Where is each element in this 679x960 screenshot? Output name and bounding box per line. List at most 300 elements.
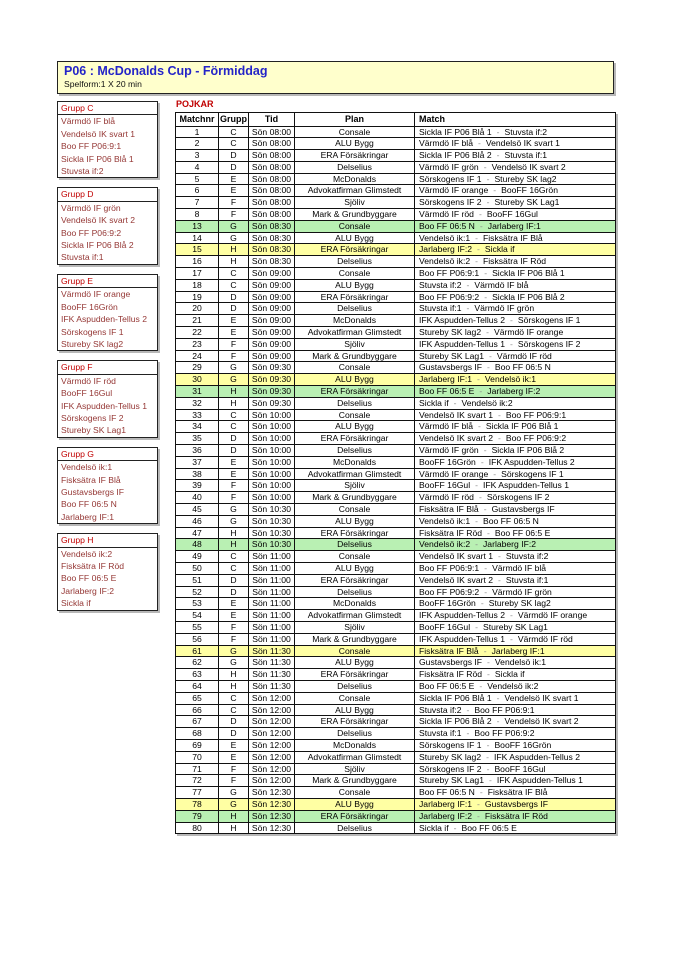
cell-plan: Delselius (295, 161, 415, 173)
cell-tid: Sön 10:30 (249, 539, 295, 551)
cell-plan: Consale (295, 551, 415, 563)
table-row (176, 692, 616, 704)
table-row (176, 421, 616, 433)
cell-plan: ALU Bygg (295, 798, 415, 810)
cell-tid: Sön 08:30 (249, 232, 295, 244)
cell-matchnr: 80 (176, 822, 219, 834)
table-row (176, 539, 616, 551)
cell-match (415, 610, 616, 622)
cell-plan: Mark & Grundbyggare (295, 775, 415, 787)
home-team: IFK Aspudden-Tellus 2 (419, 315, 505, 326)
cell-tid: Sön 10:00 (249, 468, 295, 480)
away-team: IFK Aspudden-Tellus 2 (488, 456, 575, 467)
cell-tid: Sön 12:00 (249, 728, 295, 740)
away-team: Fisksätra IF Röd (483, 256, 547, 267)
group-title: Grupp F (58, 361, 157, 374)
cell-tid: Sön 11:00 (249, 574, 295, 586)
groups-column (57, 101, 158, 620)
away-team: Sickla IF P06 Blå 2 (491, 445, 565, 456)
cell-plan: ERA Försäkringar (295, 716, 415, 728)
home-team: Vendelsö IK svart 1 (419, 551, 494, 562)
cell-match (415, 362, 616, 374)
home-team: IFK Aspudden-Tellus 2 (419, 610, 505, 621)
away-team: Vendelsö ik:2 (461, 397, 513, 408)
table-row (176, 256, 616, 268)
away-team: Boo FF P06:9:2 (474, 728, 535, 739)
table-row (176, 456, 616, 468)
table-row (176, 504, 616, 516)
cell-tid: Sön 09:00 (249, 350, 295, 362)
cell-match (415, 751, 616, 763)
cell-tid: Sön 10:00 (249, 492, 295, 504)
table-row (176, 645, 616, 657)
cell-plan: Delselius (295, 397, 415, 409)
cell-tid: Sön 11:00 (249, 621, 295, 633)
table-row (176, 787, 616, 799)
cell-plan: ERA Försäkringar (295, 244, 415, 256)
dash-separator: - (486, 739, 490, 750)
cell-grupp: G (219, 362, 249, 374)
cell-matchnr: 1 (176, 126, 219, 138)
cell-matchnr: 46 (176, 515, 219, 527)
away-team: Sickla if (484, 244, 515, 255)
cell-plan: ALU Bygg (295, 704, 415, 716)
cell-grupp: H (219, 397, 249, 409)
home-team: Stuvsta if:2 (419, 704, 462, 715)
home-team: Vendelsö IK svart 2 (419, 433, 494, 444)
dash-separator: - (496, 126, 500, 137)
dash-separator: - (453, 397, 457, 408)
table-row (176, 303, 616, 315)
cell-matchnr: 13 (176, 220, 219, 232)
cell-tid: Sön 08:00 (249, 161, 295, 173)
table-row (176, 669, 616, 681)
away-team: IFK Aspudden-Tellus 1 (482, 480, 569, 491)
home-team: Jarlaberg IF:1 (419, 798, 473, 809)
table-row (176, 480, 616, 492)
cell-matchnr: 3 (176, 150, 219, 162)
cell-matchnr: 33 (176, 409, 219, 421)
dash-separator: - (498, 574, 501, 585)
table-row (176, 268, 616, 280)
cell-plan: ERA Försäkringar (295, 527, 415, 539)
cell-grupp: H (219, 539, 249, 551)
cell-grupp: H (219, 669, 249, 681)
dash-separator: - (477, 810, 480, 821)
table-row (176, 716, 616, 728)
cell-matchnr: 79 (176, 810, 219, 822)
cell-tid: Sön 09:00 (249, 327, 295, 339)
cell-plan: Delselius (295, 586, 415, 598)
cell-matchnr: 68 (176, 728, 219, 740)
cell-match (415, 787, 616, 799)
cell-tid: Sön 11:00 (249, 610, 295, 622)
home-team: Boo FF P06:9:2 (419, 291, 480, 302)
cell-plan: ERA Försäkringar (295, 810, 415, 822)
away-team: Sickla IF P06 Blå 1 (485, 421, 559, 432)
cell-plan: Delselius (295, 822, 415, 834)
cell-grupp: D (219, 728, 249, 740)
cell-plan: Consale (295, 504, 415, 516)
cell-plan: ALU Bygg (295, 515, 415, 527)
table-row (176, 492, 616, 504)
away-team: Boo FF P06:9:2 (505, 433, 567, 444)
cell-match (415, 810, 616, 822)
cell-tid: Sön 09:00 (249, 279, 295, 291)
dash-separator: - (483, 445, 487, 456)
dash-separator: - (477, 138, 481, 149)
dash-separator: - (480, 598, 484, 609)
group-team-item: Sörskogens IF 2 (61, 412, 124, 423)
cell-tid: Sön 08:30 (249, 244, 295, 256)
cell-matchnr: 32 (176, 397, 219, 409)
cell-matchnr: 56 (176, 633, 219, 645)
cell-grupp: F (219, 338, 249, 350)
away-team: IFK Aspudden-Tellus 1 (496, 775, 583, 786)
away-team: Boo FF P06:9:1 (505, 409, 567, 420)
cell-tid: Sön 09:00 (249, 268, 295, 280)
cell-match (415, 126, 616, 138)
cell-matchnr: 53 (176, 598, 219, 610)
away-team: Vendelsö IK svart 2 (504, 716, 579, 727)
cell-plan: ERA Försäkringar (295, 669, 415, 681)
table-row (176, 527, 616, 539)
cell-grupp: C (219, 551, 249, 563)
home-team: Värmdö IF blå (419, 138, 473, 149)
cell-matchnr: 77 (176, 787, 219, 799)
cell-plan: ALU Bygg (295, 374, 415, 386)
cell-match (415, 350, 616, 362)
cell-grupp: G (219, 374, 249, 386)
cell-grupp: F (219, 633, 249, 645)
cell-match (415, 397, 616, 409)
cell-match (415, 421, 616, 433)
cell-tid: Sön 08:30 (249, 256, 295, 268)
away-team: Stuvsta if:2 (504, 126, 547, 137)
cell-match (415, 775, 616, 787)
cell-grupp: D (219, 586, 249, 598)
home-team: Boo FF P06:9:1 (419, 562, 480, 573)
cell-plan: Consale (295, 126, 415, 138)
cell-plan: Mark & Grundbyggare (295, 633, 415, 645)
group-team-item: Stuvsta if:1 (61, 252, 104, 263)
cell-grupp: D (219, 445, 249, 457)
group-box (57, 274, 158, 351)
home-team: Stureby SK lag2 (419, 327, 482, 338)
cell-plan: Consale (295, 268, 415, 280)
dash-separator: - (488, 775, 492, 786)
cell-plan: Advokatfirman Glimstedt (295, 185, 415, 197)
cell-grupp: D (219, 161, 249, 173)
cell-match (415, 185, 616, 197)
cell-matchnr: 51 (176, 574, 219, 586)
dash-separator: - (475, 232, 478, 243)
cell-tid: Sön 08:30 (249, 220, 295, 232)
cell-matchnr: 16 (176, 256, 219, 268)
cell-grupp: E (219, 315, 249, 327)
away-team: Sickla IF P06 Blå 2 (492, 291, 565, 302)
table-row (176, 173, 616, 185)
away-team: BooFF 16Gul (494, 763, 546, 774)
column-header-plan: Plan (295, 113, 415, 127)
cell-grupp: G (219, 787, 249, 799)
away-team: Boo FF 06:5 N (494, 362, 551, 373)
cell-match (415, 669, 616, 681)
cell-tid: Sön 09:30 (249, 397, 295, 409)
dash-separator: - (479, 787, 483, 798)
cell-matchnr: 23 (176, 338, 219, 350)
cell-grupp: C (219, 409, 249, 421)
table-row (176, 327, 616, 339)
home-team: Värmdö IF orange (419, 468, 489, 479)
cell-tid: Sön 09:30 (249, 386, 295, 398)
cell-matchnr: 45 (176, 504, 219, 516)
cell-tid: Sön 12:30 (249, 822, 295, 834)
dash-separator: - (498, 551, 501, 562)
dash-separator: - (483, 161, 487, 172)
away-team: Värmdö IF blå (492, 562, 547, 573)
home-team: Sörskogens IF 2 (419, 763, 482, 774)
home-team: Fisksätra IF Röd (419, 527, 483, 538)
cell-match (415, 409, 616, 421)
cell-plan: Consale (295, 409, 415, 421)
table-row (176, 244, 616, 256)
cell-matchnr: 47 (176, 527, 219, 539)
cell-matchnr: 78 (176, 798, 219, 810)
cell-match (415, 657, 616, 669)
home-team: Värmdö IF blå (419, 421, 473, 432)
cell-match (415, 244, 616, 256)
group-team-item: Jarlaberg IF:2 (61, 585, 115, 596)
table-row (176, 680, 616, 692)
cell-plan: Delselius (295, 445, 415, 457)
cell-plan: McDonalds (295, 739, 415, 751)
cell-matchnr: 14 (176, 232, 219, 244)
cell-plan: ALU Bygg (295, 562, 415, 574)
cell-plan: ALU Bygg (295, 138, 415, 150)
page-title: P06 : McDonalds Cup - Förmiddag (64, 64, 268, 78)
cell-plan: Advokatfirman Glimstedt (295, 327, 415, 339)
dash-separator: - (493, 468, 497, 479)
group-title: Grupp E (58, 275, 157, 288)
cell-matchnr: 37 (176, 456, 219, 468)
cell-plan: ALU Bygg (295, 232, 415, 244)
group-team-item: Vendelsö IK svart 1 (61, 128, 136, 139)
cell-matchnr: 6 (176, 185, 219, 197)
cell-matchnr: 38 (176, 468, 219, 480)
cell-plan: Consale (295, 787, 415, 799)
cell-match (415, 763, 616, 775)
table-row (176, 291, 616, 303)
home-team: Sörskogens IF 1 (419, 173, 482, 184)
away-team: Sickla if (494, 669, 525, 680)
column-header-matchnr: Matchnr (176, 113, 219, 127)
home-team: Sickla if (419, 397, 449, 408)
cell-matchnr: 69 (176, 739, 219, 751)
cell-plan: McDonalds (295, 598, 415, 610)
cell-tid: Sön 10:00 (249, 433, 295, 445)
cell-matchnr: 52 (176, 586, 219, 598)
cell-match (415, 562, 616, 574)
cell-match (415, 209, 616, 221)
home-team: Vendelsö IK svart 1 (419, 409, 494, 420)
dash-separator: - (479, 386, 483, 397)
cell-tid: Sön 11:30 (249, 669, 295, 681)
group-team-item: Värmdö IF blå (61, 116, 115, 127)
cell-matchnr: 54 (176, 610, 219, 622)
cell-tid: Sön 12:00 (249, 751, 295, 763)
cell-tid: Sön 09:00 (249, 338, 295, 350)
cell-matchnr: 8 (176, 209, 219, 221)
cell-plan: Consale (295, 220, 415, 232)
table-row (176, 185, 616, 197)
dash-separator: - (466, 704, 470, 715)
cell-match (415, 291, 616, 303)
cell-plan: Sjöliv (295, 621, 415, 633)
cell-grupp: C (219, 421, 249, 433)
cell-matchnr: 20 (176, 303, 219, 315)
cell-grupp: G (219, 232, 249, 244)
cell-matchnr: 35 (176, 433, 219, 445)
cell-grupp: F (219, 621, 249, 633)
cell-tid: Sön 12:00 (249, 692, 295, 704)
dash-separator: - (477, 421, 481, 432)
table-row (176, 468, 616, 480)
table-row (176, 633, 616, 645)
away-team: Stuvsta if:1 (505, 574, 549, 585)
cell-match (415, 279, 616, 291)
away-team: Fisksätra IF Blå (483, 232, 543, 243)
dash-separator: - (477, 374, 480, 385)
group-box (57, 101, 158, 178)
cell-tid: Sön 10:30 (249, 515, 295, 527)
cell-matchnr: 2 (176, 138, 219, 150)
home-team: Vendelsö ik:2 (419, 539, 471, 550)
cell-matchnr: 49 (176, 551, 219, 563)
table-row (176, 739, 616, 751)
away-team: Gustavsbergs IF (491, 504, 555, 514)
home-team: BooFF 16Gul (419, 480, 471, 491)
table-row (176, 161, 616, 173)
cell-matchnr: 66 (176, 704, 219, 716)
group-team-item: Stureby SK lag2 (61, 338, 124, 349)
table-row (176, 315, 616, 327)
cell-match (415, 515, 616, 527)
group-team-item: Boo FF P06:9:2 (61, 227, 122, 238)
table-row (176, 279, 616, 291)
group-team-item: Stureby SK Lag1 (61, 425, 126, 436)
table-row (176, 338, 616, 350)
group-team-item: Vendelsö ik:1 (61, 462, 113, 473)
dash-separator: - (496, 692, 500, 703)
cell-grupp: E (219, 739, 249, 751)
cell-grupp: G (219, 798, 249, 810)
cell-grupp: E (219, 468, 249, 480)
cell-match (415, 527, 616, 539)
away-team: Stureby SK Lag1 (482, 621, 548, 632)
cell-tid: Sön 09:00 (249, 303, 295, 315)
title-box (57, 61, 614, 94)
cell-match (415, 468, 616, 480)
home-team: Sickla IF P06 Blå 2 (419, 150, 492, 161)
home-team: Boo FF 06:5 N (419, 787, 475, 798)
home-team: Boo FF 06:5 N (419, 220, 475, 231)
away-team: Vendelsö ik:1 (494, 657, 547, 668)
dash-separator: - (483, 504, 487, 514)
cell-grupp: H (219, 822, 249, 834)
cell-plan: Advokatfirman Glimstedt (295, 468, 415, 480)
cell-grupp: D (219, 303, 249, 315)
dash-separator: - (510, 315, 513, 326)
cell-tid: Sön 12:00 (249, 739, 295, 751)
group-team-item: Sickla if (61, 598, 91, 609)
cell-match (415, 386, 616, 398)
cell-match (415, 574, 616, 586)
cell-match (415, 220, 616, 232)
dash-separator: - (475, 539, 478, 550)
cell-matchnr: 63 (176, 669, 219, 681)
cell-tid: Sön 10:30 (249, 504, 295, 516)
table-row (176, 621, 616, 633)
cell-plan: ALU Bygg (295, 279, 415, 291)
cell-grupp: G (219, 657, 249, 669)
away-team: Stureby SK lag2 (488, 598, 551, 609)
cell-grupp: F (219, 197, 249, 209)
group-team-item: Stuvsta if:2 (61, 166, 104, 177)
table-row (176, 551, 616, 563)
cell-match (415, 197, 616, 209)
cell-plan: ERA Försäkringar (295, 386, 415, 398)
table-row (176, 126, 616, 138)
home-team: Jarlaberg IF:2 (419, 244, 473, 255)
away-team: Boo FF P06:9:1 (474, 704, 535, 715)
cell-match (415, 303, 616, 315)
dash-separator: - (484, 562, 488, 573)
dash-separator: - (475, 480, 478, 491)
cell-match (415, 173, 616, 185)
cell-grupp: H (219, 256, 249, 268)
home-team: Jarlaberg IF:1 (419, 374, 473, 385)
home-team: Sickla if (419, 822, 449, 833)
cell-match (415, 739, 616, 751)
dash-separator: - (479, 220, 483, 231)
cell-matchnr: 50 (176, 562, 219, 574)
home-team: Vendelsö ik:2 (419, 256, 471, 267)
cell-grupp: H (219, 527, 249, 539)
cell-plan: ALU Bygg (295, 421, 415, 433)
group-team-item: Gustavsbergs IF (61, 486, 125, 497)
cell-matchnr: 18 (176, 279, 219, 291)
cell-plan: Sjöliv (295, 338, 415, 350)
cell-matchnr: 5 (176, 173, 219, 185)
table-row (176, 409, 616, 421)
cell-match (415, 315, 616, 327)
section-label: POJKAR (176, 99, 214, 109)
group-box (57, 533, 158, 610)
table-row (176, 209, 616, 221)
cell-match (415, 551, 616, 563)
home-team: Värmdö IF grön (419, 445, 479, 456)
table-row (176, 728, 616, 740)
group-box (57, 187, 158, 264)
dash-separator: - (477, 244, 480, 255)
column-header-match: Match (415, 113, 616, 127)
cell-match (415, 798, 616, 810)
home-team: Fisksätra IF Blå (419, 645, 479, 656)
cell-tid: Sön 08:00 (249, 126, 295, 138)
home-team: Boo FF 06:5 E (419, 680, 475, 691)
cell-match (415, 433, 616, 445)
